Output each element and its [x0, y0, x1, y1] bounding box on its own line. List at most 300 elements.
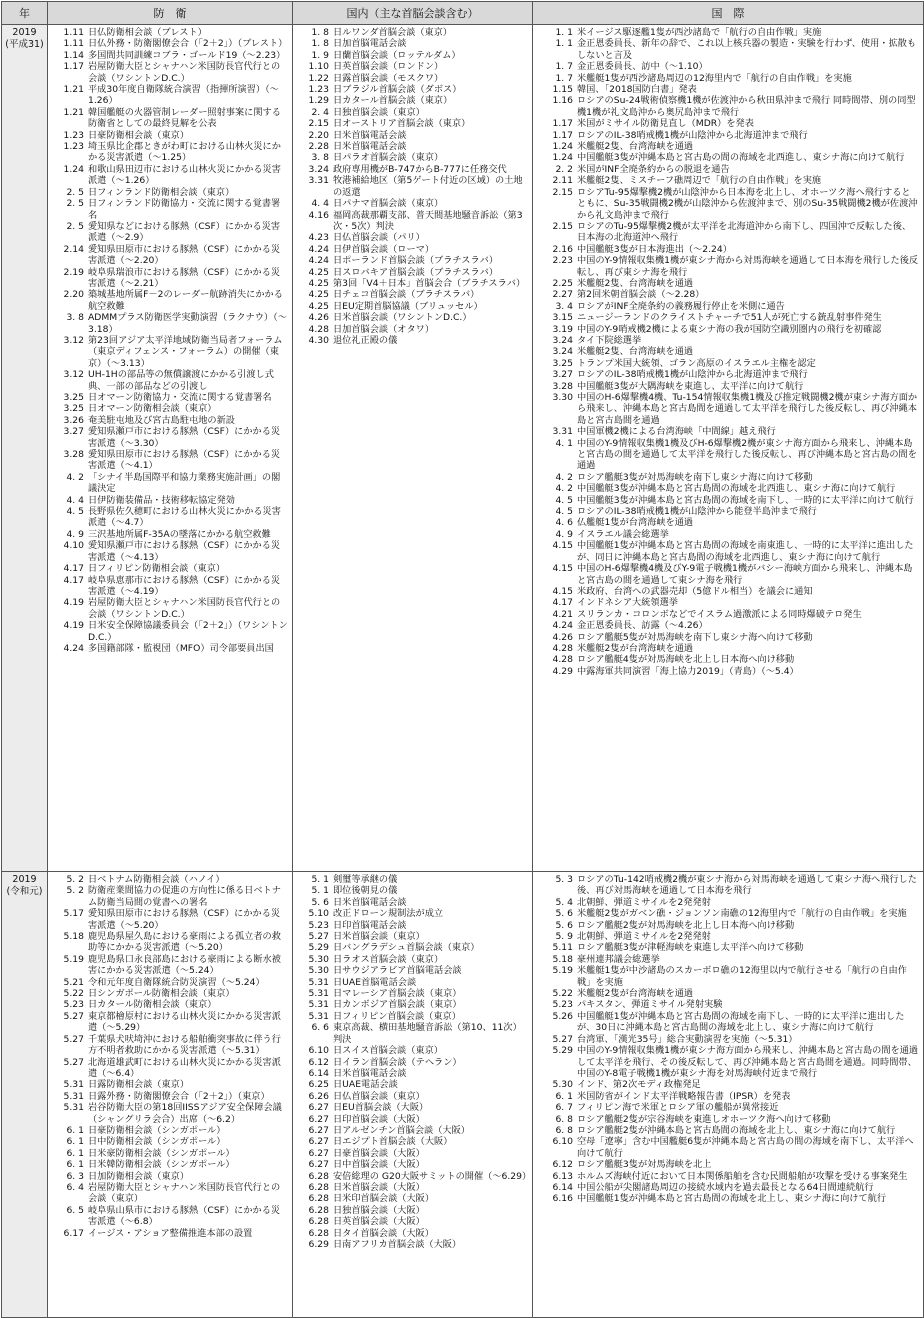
list-item	[293, 278, 532, 289]
entry-date: 5.31	[63, 1090, 84, 1102]
entry-date: 6.27	[308, 1136, 329, 1148]
entry-text: 東京高裁、横田基地騒音訴訟（第10、11次）判決	[333, 1022, 522, 1045]
entry-text: 日仏防衛相会談（ブレスト）	[88, 27, 207, 38]
entry-date: 1. 8	[311, 38, 329, 50]
entry-text: 中国艦艇1隻が沖縄本島と宮古島間の海域を南下し、一時的に太平洋に進出したが、30日に沖縄本島と宮古島間の海域を北上し、東シナ海に向けて航行	[577, 1010, 905, 1034]
list-item	[293, 1182, 532, 1193]
list-item	[293, 38, 532, 49]
entry-text: 豪州連邦議会総選挙	[577, 953, 660, 965]
list-item	[293, 175, 532, 198]
entry-text: 米イージス駆逐艦1隻が西沙諸島で「航行の自由作戦」実施	[577, 27, 822, 38]
list-item	[293, 73, 532, 84]
entry-date: 5.31	[63, 1102, 84, 1114]
entry-date: 1.11	[63, 27, 84, 38]
list-item	[293, 908, 532, 919]
list-item	[48, 244, 292, 267]
entry-text: 中国艦艇3隻が大隅海峡を東進し、太平洋に向けて航行	[577, 380, 804, 392]
entry-date: 4.24	[308, 243, 329, 255]
entry-text: 岐阜県瑞浪市における豚熱（CSF）にかかる災害派遣（〜2.21）	[88, 266, 281, 289]
entry-text: 埼玉県比企郡ときがわ町における山林火災にかかる災害派遣（〜1.25）	[88, 141, 281, 164]
entry-text: 日フィリピン首脳会談（東京）	[333, 1010, 461, 1022]
entry-text: 改正ドローン規制法が成立	[333, 908, 444, 920]
entry-text: ロシア艦艇3隻が津軽海峡を東進し太平洋へ向けて移動	[577, 942, 804, 954]
entry-text: 中国艦艇1隻が沖縄本島と宮古島間の海域を北上し、東シナ海に向けて航行	[577, 1193, 887, 1205]
entry-text: 奄美駐屯地及び宮古島駐屯地の新設	[88, 414, 235, 426]
entry-text: 牧港補給地区（第5ゲート付近の区域）の土地の返還	[333, 175, 523, 198]
entry-date: 4. 5	[555, 494, 573, 506]
entry-text: 三沢基地所属F-35Aの墜落にかかる航空救難	[88, 528, 271, 540]
list-item	[293, 1171, 532, 1182]
entry-date: 1.24	[63, 163, 84, 175]
entry-text: ロシアのIL-38哨戒機1機が山陰沖から北海道沖まで飛行	[577, 369, 808, 381]
list-item	[533, 1171, 923, 1182]
entry-text: ロシア艦艇3隻が対馬海峡を北上	[577, 1159, 712, 1171]
entry-date: 3.12	[63, 369, 84, 381]
entry-date: 1.10	[308, 61, 329, 73]
entry-text: 中国のY-9情報収集機1機が東シナ海方面から飛来し、沖縄本島と宮古島の間を通過して太平洋を飛行、その後反転して、再び沖縄本島と宮古島間を通過。同時間帯、中国のY-8電子戦機1機が東シナ海を対馬海峡付近まで飛行	[577, 1045, 919, 1079]
entry-date: 1.17	[552, 129, 573, 141]
entry-text: 米艦艇2隻、台湾海峡を通過	[577, 141, 694, 153]
entry-text: 安倍総理の G20大阪サミットの開催（〜6.29）	[333, 1170, 532, 1182]
list-item	[48, 426, 292, 449]
entry-list	[293, 27, 532, 871]
header-international: 国 際	[533, 2, 924, 25]
entry-text: インド、第2次モディ政権発足	[577, 1079, 701, 1091]
entry-date: 3.28	[63, 449, 84, 461]
list-item	[533, 152, 923, 163]
entry-text: 日エジプト首脳会談（大阪）	[333, 1136, 453, 1148]
list-item	[293, 874, 532, 885]
entry-text: 東京都檜原村における山林火災にかかる災害派遣（〜5.29）	[88, 1010, 281, 1034]
entry-date: 2.25	[552, 277, 573, 289]
entry-text: 日オマーン防衛相会談（東京）	[88, 403, 217, 415]
entry-date: 6. 3	[66, 1170, 84, 1182]
list-item	[533, 632, 923, 643]
list-item	[533, 27, 923, 38]
list-item	[48, 267, 292, 290]
list-item	[293, 232, 532, 243]
list-item	[533, 988, 923, 999]
entry-date: 4. 6	[555, 517, 573, 529]
entry-date: 1. 7	[555, 61, 573, 73]
entry-date: 1.29	[308, 95, 329, 107]
entry-date: 2.15	[552, 186, 573, 198]
entry-text: 福岡高裁那覇支部、普天間基地騒音訴訟（第3次・5次）判決	[333, 209, 523, 232]
list-item	[48, 1136, 292, 1147]
list-item	[48, 1171, 292, 1182]
list-item	[533, 118, 923, 129]
entry-date: 2.28	[308, 141, 329, 153]
entry-date: 6. 7	[555, 1102, 573, 1114]
list-item	[293, 1159, 532, 1170]
entry-text: パキスタン、弾道ミサイル発射実験	[577, 999, 723, 1011]
list-item	[533, 1125, 923, 1136]
entry-date: 6.28	[308, 1181, 329, 1193]
list-item	[293, 50, 532, 61]
entry-date: 2. 2	[555, 163, 573, 175]
entry-date: 6.28	[308, 1216, 329, 1228]
entry-date: 5.31	[63, 1079, 84, 1091]
period-row-reiwa1	[2, 872, 924, 1318]
entry-text: 日中防衛相会談（シンガポール）	[88, 1136, 226, 1148]
entry-list	[48, 874, 292, 1317]
entry-text: 鹿児島県口永良部島における豪雨による断水被害にかかる災害派遣（〜5.24）	[88, 953, 281, 977]
entry-date: 1.23	[63, 141, 84, 153]
list-item	[533, 874, 923, 897]
entry-date: 4. 4	[311, 198, 329, 210]
list-item	[533, 221, 923, 244]
entry-text: 日露外務・防衛閣僚会合（「2＋2」）（東京）	[88, 1090, 270, 1102]
list-item	[48, 198, 292, 221]
entry-text: 日フィンランド防衛相会談（東京）	[88, 186, 235, 198]
entry-text: 日米首脳電話会談	[333, 129, 407, 141]
entry-text: ロシアのIL-38哨戒機1機が山陰沖から能登半島沖まで飛行	[577, 506, 817, 518]
list-item	[48, 529, 292, 540]
list-item	[48, 27, 292, 38]
chronology-table	[1, 1, 924, 1318]
list-item	[48, 50, 292, 61]
entry-text: 日加首脳電話会談	[333, 38, 407, 50]
entry-date: 4.21	[552, 608, 573, 620]
entry-date: 5. 9	[555, 931, 573, 943]
entry-text: ロシア艦艇2隻が沖縄本島と宮古島間の海域を北上し、東シナ海に向けて航行	[577, 1124, 896, 1136]
list-item	[293, 931, 532, 942]
list-item	[48, 495, 292, 506]
entry-text: 日印首脳会談（大阪）	[333, 1113, 425, 1125]
entry-date: 5.31	[308, 988, 329, 1000]
entry-text: 日独首脳会談（東京）	[333, 106, 425, 118]
entry-text: 剣璽等承継の儀	[333, 874, 398, 885]
list-item	[293, 324, 532, 335]
list-item	[533, 506, 923, 517]
entry-list	[533, 27, 923, 871]
entry-date: 4. 5	[66, 506, 84, 518]
list-item	[293, 152, 532, 163]
list-item	[533, 73, 923, 84]
entry-date: 3.30	[552, 392, 573, 403]
list-item	[533, 620, 923, 631]
list-item	[293, 1114, 532, 1125]
entry-date: 1.17	[552, 118, 573, 130]
entry-date: 4.24	[63, 642, 84, 654]
entry-text: 多国間共同訓練コブラ・ゴールド19（〜2.23）	[88, 49, 286, 61]
list-item	[293, 255, 532, 266]
list-item	[533, 38, 923, 61]
entry-text: 日マレーシア首脳会談（東京）	[333, 988, 462, 1000]
entry-date: 1.24	[552, 152, 573, 164]
entry-date: 6. 4	[66, 1181, 84, 1193]
entry-date: 4.17	[63, 563, 84, 575]
entry-text: 平成30年度自衛隊統合演習（指揮所演習）（〜1.26）	[88, 84, 279, 107]
entry-text: 中国艦艇1隻が沖縄本島と宮古島間の海域を南東進し、一時的に太平洋に進出したが、同日に沖縄本島と宮古島間の海域を北西進し、東シナ海に向けて航行	[577, 540, 914, 563]
entry-text: 日ルワンダ首脳会談（東京）	[333, 27, 453, 38]
list-item	[293, 965, 532, 976]
list-item	[293, 1239, 532, 1250]
list-item	[533, 1011, 923, 1034]
list-item	[48, 415, 292, 426]
entry-date: 3.26	[63, 414, 84, 426]
list-item	[533, 529, 923, 540]
list-item	[293, 1148, 532, 1159]
list-item	[293, 312, 532, 323]
entry-date: 6.17	[63, 1227, 84, 1239]
entry-date: 5.10	[308, 908, 329, 920]
entry-date: 1.16	[552, 95, 573, 107]
entry-date: 5. 6	[555, 919, 573, 931]
entry-date: 4. 2	[555, 483, 573, 495]
entry-date: 5.19	[552, 965, 573, 977]
entry-text: 日伊防衛装備品・技術移転協定発効	[88, 494, 235, 506]
list-item	[533, 597, 923, 608]
entry-date: 4.29	[552, 665, 573, 677]
entry-text: 日印首脳電話会談	[333, 919, 407, 931]
list-item	[293, 130, 532, 141]
entry-text: 中国艦艇3隻が日本海進出（〜2.24）	[577, 243, 732, 255]
entry-text: 日仏首脳会談（東京）	[333, 1090, 425, 1102]
list-item	[533, 495, 923, 506]
entry-text: ロシアのIL-38哨戒機1機が山陰沖から北海道沖まで飛行	[577, 129, 808, 141]
entry-date: 4.24	[552, 620, 573, 632]
entry-date: 6.29	[308, 1239, 329, 1250]
list-item	[293, 267, 532, 278]
list-item	[533, 483, 923, 494]
entry-text: 中国のY-9情報収集機1機及びH-6爆撃機2機が東シナ海方面から飛来し、沖縄本島と宮古島の間を通過して太平洋を飛行した後反転し、再び沖縄本島と宮古島の間を通過	[577, 437, 917, 472]
entry-text: 「シナイ半島国際平和協力業務実施計画」の閣議決定	[88, 471, 281, 495]
entry-text: ロシア艦艇3隻が対馬海峡を南下し東シナ海に向けて移動	[577, 471, 813, 483]
list-item	[293, 210, 532, 233]
entry-text: 日露首脳会談（モスクワ）	[333, 72, 444, 84]
entry-date: 6.26	[308, 1090, 329, 1102]
list-item	[533, 1045, 923, 1079]
list-item	[533, 908, 923, 919]
entry-date: 3.25	[63, 392, 84, 403]
list-item	[533, 187, 923, 221]
entry-date: 5.27	[308, 931, 329, 943]
list-item	[293, 301, 532, 312]
list-item	[48, 1102, 292, 1125]
entry-text: 中国公船が尖閣諸島周辺の接続水域内を過去最長となる64日間連続航行	[577, 1181, 874, 1193]
entry-date: 6. 1	[66, 1159, 84, 1171]
entry-date: 5.18	[552, 953, 573, 965]
list-item	[293, 1022, 532, 1045]
entry-text: 米艦艇2隻、台湾海峡を通過	[577, 277, 694, 289]
entry-text: 空母「遼寧」含む中国艦艇6隻が沖縄本島と宮古島の間の海域を南下し、太平洋へ向けて航行	[577, 1136, 914, 1159]
entry-text: 鹿児島県屋久島における豪雨による孤立者の救助等にかかる災害派遣（〜5.20）	[88, 931, 281, 954]
list-item	[533, 84, 923, 95]
entry-date: 3. 8	[66, 312, 84, 324]
entry-date: 5.21	[63, 976, 84, 988]
entry-date: 6. 1	[66, 1136, 84, 1148]
entry-text: 日タイ首脳会談（大阪）	[333, 1227, 434, 1239]
entry-text: 日英首脳会談（大阪）	[333, 1216, 425, 1228]
entry-text: 中国のH-6爆撃機4機、Tu-154情報収集機1機及び推定戦闘機2機が東シナ海方面から飛来し、沖縄本島と宮古島間を通過して太平洋を飛行した後反転し、再び沖縄本島と宮古島間を通過	[577, 392, 918, 426]
entry-text: 日パラオ首脳会談（東京）	[333, 152, 444, 164]
entry-text: 日ベトナム防衛相会談（ハノイ）	[88, 874, 225, 885]
entry-text: フィリピン海で米軍とロシア軍の艦船が異常接近	[577, 1102, 779, 1114]
list-item	[48, 954, 292, 977]
entry-date: 4.15	[552, 585, 573, 597]
entry-text: 中国のY-9哨戒機2機による東シナ海の我が国防空識別圏内の飛行を初確認	[577, 323, 882, 335]
entry-list	[293, 874, 532, 1317]
entry-text: 中国艦艇3隻が沖縄本島と宮古島間の海域を南下し、一時的に太平洋に向けて航行	[577, 494, 914, 506]
list-item	[533, 1182, 923, 1193]
list-item	[293, 1068, 532, 1079]
list-item	[533, 654, 923, 665]
entry-date: 6.27	[308, 1147, 329, 1159]
entry-date: 6.10	[308, 1045, 329, 1057]
entry-date: 5.23	[308, 919, 329, 931]
entry-text: 日伊首脳会談（ローマ）	[333, 243, 435, 255]
entry-date: 6. 5	[66, 1204, 84, 1216]
entry-text: 岩屋防衛大臣とシャナハン米国防長官代行との会談（ワシントンD.C.）	[88, 597, 281, 620]
entry-text: 岐阜県山県市における豚熱（CSF）にかかる災害派遣（〜6.8）	[88, 1204, 281, 1228]
entry-date: 1. 7	[555, 72, 573, 84]
entry-text: 退位礼正殿の儀	[333, 334, 398, 346]
entry-date: 5.31	[308, 976, 329, 988]
entry-list	[48, 27, 292, 871]
entry-text: 築城基地所属F－2のレーダー航跡消失にかかる航空救難	[88, 289, 283, 312]
list-item	[533, 1034, 923, 1045]
entry-date: 4.24	[308, 255, 329, 267]
list-item	[533, 931, 923, 942]
entry-list	[533, 874, 923, 1317]
entry-text: 仏艦艇1隻が台湾海峡を通過	[577, 517, 694, 529]
header-year: 年	[2, 2, 48, 25]
entry-date: 2.16	[552, 243, 573, 255]
entry-text: 日UAE首脳電話会談	[333, 976, 417, 988]
entry-date: 6.27	[308, 1124, 329, 1136]
entry-date: 6.28	[308, 1170, 329, 1182]
entry-date: 4.28	[308, 323, 329, 335]
list-item	[48, 107, 292, 130]
domestic-cell	[293, 25, 533, 872]
entry-date: 5.26	[552, 1010, 573, 1022]
domestic-cell	[293, 872, 533, 1318]
list-item	[533, 517, 923, 528]
entry-date: 2.15	[552, 220, 573, 232]
entry-text: 日仏外務・防衛閣僚会合（「2＋2」）（ブレスト）	[88, 38, 288, 50]
list-item	[533, 164, 923, 175]
list-item	[48, 1182, 292, 1205]
entry-text: 日仏首脳会談（パリ）	[333, 232, 425, 244]
list-item	[533, 381, 923, 392]
list-item	[48, 449, 292, 472]
entry-date: 2.11	[552, 175, 573, 187]
entry-text: ロシア艦艇2隻が対馬海峡を北上し日本海へ向け移動	[577, 919, 795, 931]
entry-date: 4.15	[552, 540, 573, 552]
header-row	[2, 2, 924, 25]
list-item	[293, 1091, 532, 1102]
list-item	[293, 27, 532, 38]
entry-text: 米艦艇2隻、ミスチーフ礁周辺で「航行の自由作戦」を実施	[577, 175, 822, 187]
entry-text: ロシアTu-95爆撃機2機が山陰沖から日本海を北上し、オホーツク海へ飛行するとともに、Su-35戦闘機2機が山陰沖から佐渡沖まで、別のSu-35戦闘機2機が佐渡沖から礼文島沖まで飛行	[577, 186, 918, 221]
entry-text: ADMMプラス防衛医学実動演習（ラクナウ）（〜3.18）	[88, 312, 287, 335]
entry-date: 4.16	[308, 209, 329, 221]
entry-date: 6.16	[552, 1193, 573, 1205]
entry-date: 6. 1	[66, 1147, 84, 1159]
entry-date: 2.15	[308, 118, 329, 130]
entry-date: 3.19	[552, 323, 573, 335]
chronology-page	[0, 1, 924, 1316]
list-item	[48, 1057, 292, 1080]
entry-date: 4.25	[308, 300, 329, 312]
entry-date: 3.31	[308, 175, 329, 187]
entry-text: 日パナマ首脳会談（東京）	[333, 198, 444, 210]
entry-text: 韓国、「2018国防白書」発表	[577, 84, 697, 96]
entry-date: 4.30	[308, 334, 329, 346]
entry-date: 3.24	[308, 163, 329, 175]
list-item	[48, 874, 292, 885]
list-item	[48, 403, 292, 414]
list-item	[293, 1136, 532, 1147]
entry-date: 5. 3	[555, 874, 573, 885]
entry-text: 台湾軍、「漢光35号」総合実動演習を実施（〜5.31）	[577, 1033, 798, 1045]
list-item	[533, 586, 923, 597]
list-item	[48, 335, 292, 369]
entry-text: 愛知県などにおける豚熱（CSF）にかかる災害派遣（〜2.9）	[88, 220, 281, 244]
entry-date: 2.19	[63, 266, 84, 278]
entry-date: 3.15	[552, 312, 573, 324]
entry-text: 日ポーランド首脳会談（ブラチスラバ）	[333, 255, 499, 267]
entry-date: 3.28	[552, 380, 573, 392]
defense-cell	[48, 872, 293, 1318]
entry-date: 5. 1	[311, 885, 329, 897]
entry-date: 5.29	[552, 1045, 573, 1057]
list-item	[293, 897, 532, 908]
entry-date: 5.27	[63, 1056, 84, 1068]
entry-text: 岩屋防衛大臣とシャナハン米国防長官代行との会談（ワシントンD.C.）	[88, 61, 281, 84]
entry-date: 4. 1	[555, 437, 573, 449]
entry-text: 中国艦艇3隻が沖縄本島と宮古島間の海域を北西進し、東シナ海に向けて航行	[577, 483, 896, 495]
list-item	[293, 164, 532, 175]
entry-date: 5.18	[63, 931, 84, 943]
entry-date: 6.27	[308, 1102, 329, 1114]
entry-date: 5.31	[308, 999, 329, 1011]
entry-text: UH-1Hの部品等の無償譲渡にかかる引渡し式典、一部の部品などの引渡し	[88, 369, 274, 392]
list-item	[533, 346, 923, 357]
list-item	[48, 597, 292, 620]
entry-text: トランプ米国大統領、ゴラン高原のイスラエル主権を認定	[577, 357, 816, 369]
list-item	[533, 392, 923, 426]
entry-date: 6. 8	[555, 1113, 573, 1125]
list-item	[293, 95, 532, 106]
entry-date: 2.23	[552, 255, 573, 267]
list-item	[533, 95, 923, 118]
entry-text: 日シンガポール防衛相会談（東京）	[88, 988, 235, 1000]
list-item	[293, 954, 532, 965]
entry-text: ロシアのTu-95爆撃機2機が太平洋を北海道沖から南下し、四国沖で反転した後、日本海の北海道沖へ飛行	[577, 220, 912, 244]
list-item	[293, 1228, 532, 1239]
entry-text: 日カタール防衛相会談（東京）	[88, 999, 217, 1011]
entry-text: インドネシア大統領選挙	[577, 597, 678, 609]
entry-text: 北朝鮮、弾道ミサイルを2発発射	[577, 896, 711, 908]
entry-date: 5.27	[552, 1033, 573, 1045]
entry-date: 6.27	[308, 1113, 329, 1125]
list-item	[533, 244, 923, 255]
list-item	[533, 358, 923, 369]
entry-date: 5.23	[552, 999, 573, 1011]
list-item	[293, 999, 532, 1010]
list-item	[48, 1159, 292, 1170]
entry-text: 北海道雄武町における山林火災にかかる災害派遣（〜6.4）	[88, 1056, 281, 1079]
entry-date: 6.25	[308, 1079, 329, 1091]
list-item	[48, 472, 292, 495]
entry-date: 5.11	[552, 942, 573, 954]
entry-text: ロシア艦艇5隻が対馬海峡を南下し東シナ海へ向けて移動	[577, 631, 813, 643]
list-item	[48, 575, 292, 598]
list-item	[48, 141, 292, 164]
list-item	[533, 335, 923, 346]
